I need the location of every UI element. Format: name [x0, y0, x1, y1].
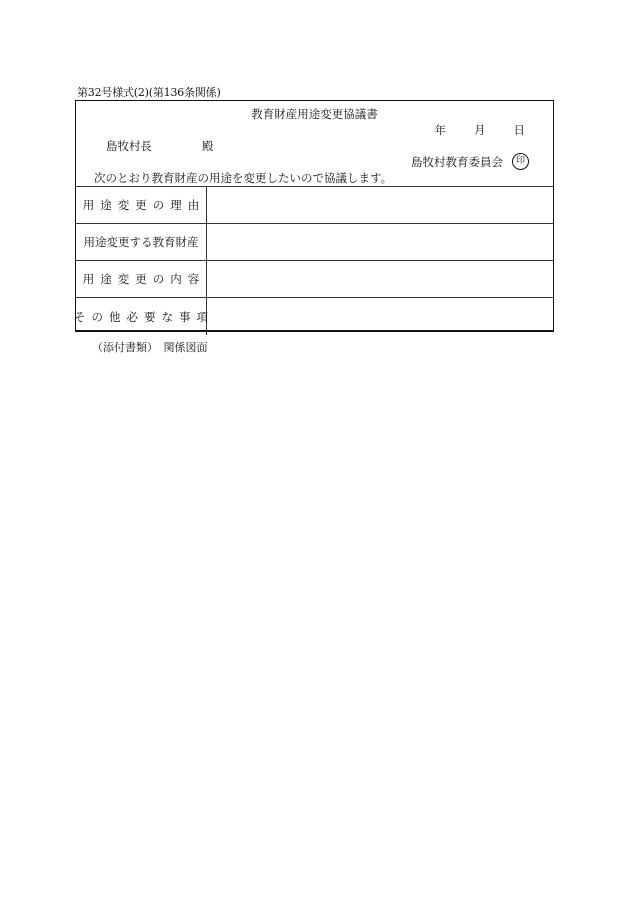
form-row-property — [76, 224, 553, 261]
date-year: 年 — [434, 123, 446, 137]
document-title: 教育財産用途変更協議書 — [251, 107, 378, 121]
form-header — [76, 101, 553, 187]
honorific: 殿 — [202, 139, 214, 153]
row-value-other[interactable] — [207, 298, 553, 335]
sender: 島牧村教育委員会 — [411, 155, 503, 169]
form-row-content — [76, 261, 553, 298]
form-number: 第32号様式(2)(第136条関係) — [77, 86, 221, 99]
row-value-content[interactable] — [207, 261, 553, 297]
date-day: 日 — [513, 123, 525, 137]
seal-mark: 印 — [512, 153, 529, 170]
date-month: 月 — [474, 123, 486, 137]
attachment-note: （添付書類） 関係図面 — [92, 341, 208, 354]
row-label-reason: 用途変更の理由 — [76, 187, 207, 223]
row-label-content: 用途変更の内容 — [76, 261, 207, 297]
form-frame — [75, 100, 554, 332]
row-value-property[interactable] — [207, 224, 553, 260]
date-line — [435, 122, 526, 138]
statement: 次のとおり教育財産の用途を変更したいので協議します。 — [94, 171, 393, 185]
row-value-reason[interactable] — [207, 187, 553, 223]
row-label-property: 用途変更する教育財産 — [76, 224, 207, 260]
addressee: 島牧村長 — [106, 139, 152, 153]
form-rows — [76, 187, 553, 335]
form-row-reason — [76, 187, 553, 224]
row-label-other: その他必要な事項 — [76, 298, 207, 335]
form-row-other — [76, 298, 553, 335]
